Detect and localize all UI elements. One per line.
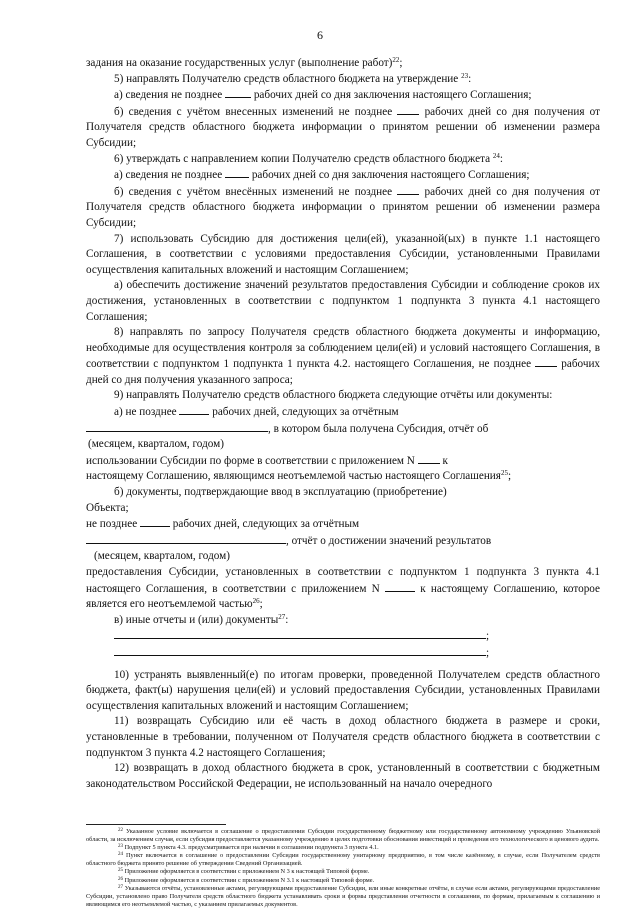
paragraph: б) сведения с учётом внесённых изменений не позднее рабочих дней со дня получения от Получателя средств областного бюджета информации о принятом решении об изменении размера Субсидии; [86, 185, 601, 229]
blank-field [397, 104, 419, 115]
paragraph: ; [86, 645, 600, 662]
paragraph: использовании Субсидии по форме в соответствии с приложением N к [86, 454, 448, 467]
paragraph: ; [86, 628, 600, 645]
document-body [86, 56, 600, 792]
form-hint: (месяцем, кварталом, годом) [88, 438, 224, 451]
footnote-separator [86, 824, 226, 825]
paragraph: а) сведения не позднее рабочих дней со дня заключения настоящего Соглашения; [114, 89, 532, 102]
footnote: $^{25}$ Приложение оформляется в соответствии с приложением N 3 к настоящей Типовой форме. [118, 868, 370, 876]
footnote: $^{27}$ Указываются отчёты, установленные актами, регулирующими предоставление Субсидии, или иные конкретные отчёты, в случае если актами, регулирующими предоставление Субсидии, установлено право Получателя средств областного бюджета устанавливать сроки и формы представления отчетности в соглашении, по формам, прилагаемым к соглашению и являющимся его неотъемлемой частью, с указанием прилагаемых документов. [86, 884, 601, 908]
footnote-ref[interactable]: 27 [278, 612, 286, 621]
paragraph: 11) возвращать Субсидию или её часть в доход областного бюджета в размере и сроки, установленные в требовании, полученном от Получателя средств областного бюджета в соответствии с подпунктом 3 пункта 4.2 настоящего Соглашения; [86, 715, 600, 759]
form-hint: (месяцем, кварталом, годом) [94, 550, 230, 563]
paragraph: 6) утверждать с направлением копии Получателю средств областного бюджета $^{24}$: [114, 151, 504, 165]
page-number: 6 [317, 28, 323, 42]
paragraph: б) документы, подтверждающие ввод в эксплуатацию (приобретение) [114, 486, 447, 499]
blank-field [418, 453, 440, 464]
footnote-ref[interactable]: 23 [461, 71, 469, 80]
paragraph: 8) направлять по запросу Получателя средств областного бюджета документы и информацию, необходимые для осуществления контроля за соблюдением цели(ей) и условий настоящего Соглашения, в соответствии с подпунктом 1 подпункта 1 пункта 4.2. настоящего Соглашения, не позднее рабочих дней со дня получения указанного запроса; [86, 326, 601, 386]
paragraph: а) сведения не позднее рабочих дней со дня заключения настоящего Соглашения; [114, 169, 530, 182]
paragraph: предоставления Субсидии, установленных в соответствии с подпунктом 1 подпункта 3 пункта 4.1 настоящего Соглашения, в соответствии с приложением N к настоящему Соглашению, которое является его неотъемлемой частью$^{26}$; [86, 566, 601, 611]
footnote-ref[interactable]: 25 [500, 469, 508, 478]
paragraph: 9) направлять Получателю средств областного бюджета следующие отчёты или документы: [114, 389, 553, 402]
blank-field [225, 87, 251, 98]
paragraph: а) обеспечить достижение значений результатов предоставления Субсидии и соблюдение сроков их достижения, установленных в соответствии с подпунктом 1 подпункта 3 пункта 4.1 настоящего Соглашения; [86, 279, 600, 323]
footnotes [86, 828, 600, 909]
paragraph: а) не позднее рабочих дней, следующих за отчётным [114, 406, 399, 419]
paragraph: , отчёт о достижении значений результатов [86, 533, 600, 550]
blank-field [86, 533, 286, 544]
paragraph: в) иные отчеты и (или) документы$^{27}$: [114, 612, 289, 626]
paragraph: настоящему Соглашению, являющимся неотъемлемой частью настоящего Соглашения$^{25}$; [86, 469, 512, 483]
paragraph: б) сведения с учётом внесенных изменений не позднее рабочих дней со дня получения от Получателя средств областного бюджета информации о принятом решении об изменении размера Субсидии; [86, 105, 601, 149]
blank-field [397, 184, 419, 195]
blank-field [140, 516, 170, 527]
blank-field [114, 628, 486, 639]
blank-field [179, 404, 209, 415]
footnote-ref[interactable]: 22 [392, 56, 400, 64]
paragraph: не позднее рабочих дней, следующих за отчётным [86, 518, 360, 531]
footnote-ref[interactable]: 26 [252, 597, 260, 606]
blank-field [385, 581, 415, 592]
footnote: $^{22}$ Указанное условие включается в соглашение о предоставлении Субсидии государственному бюджетному или государственному автономному учреждению Ульяновской области, за исключением случая, если субсидия предоставляется указанному учреждению в целях подготовки обоснования инвестиций и проведения его технологического и ценового аудита. [86, 828, 600, 844]
paragraph: 5) направлять Получателю средств областного бюджета на утверждение $^{23}$: [114, 71, 472, 85]
paragraph: 10) устранять выявленный(е) по итогам проверки, проведенной Получателем средств областного бюджета, факт(ы) нарушения цели(ей) и условий предоставления Субсидии, установленных Правилами осуществления капитальных вложений и настоящим Соглашением; [86, 668, 600, 712]
footnote: $^{24}$ Пункт включается в соглашение о предоставлении Субсидии государственному унитарному предприятию, в том числе казённому, в случае, если Получателем средств областного бюджета принято решение об утверждении Сведений Организацией. [86, 852, 600, 868]
footnote-ref[interactable]: 24 [492, 151, 500, 160]
footnote: $^{23}$ Подпункт 5 пункта 4.3. предусматривается при наличии в соглашении подпункта 3 пункта 4.1. [118, 844, 379, 852]
blank-field [86, 421, 268, 432]
paragraph: 7) использовать Субсидию для достижения цели(ей), указанной(ых) в пункте 1.1 настоящего Соглашения, в соответствии с условиями предоставления Субсидии, установленными Правилами осуществления капитальных вложений и настоящим Соглашением; [86, 232, 600, 276]
blank-field [114, 645, 486, 656]
blank-field [225, 167, 249, 178]
paragraph: 12) возвращать в доход областного бюджета в срок, установленный в соответствии с бюджетным законодательством Российской Федерации, не использованный на начало очередного [86, 762, 600, 790]
paragraph: задания на оказание государственных услуг (выполнение работ)$^{22}$; [86, 56, 403, 69]
paragraph: Объекта; [86, 501, 129, 514]
paragraph: , в котором была получена Субсидия, отчёт об [86, 421, 600, 438]
blank-field [535, 356, 557, 367]
footnote: $^{26}$ Приложение оформляется в соответствии с приложением N 3.1 к настоящей Типовой форме. [118, 876, 375, 884]
